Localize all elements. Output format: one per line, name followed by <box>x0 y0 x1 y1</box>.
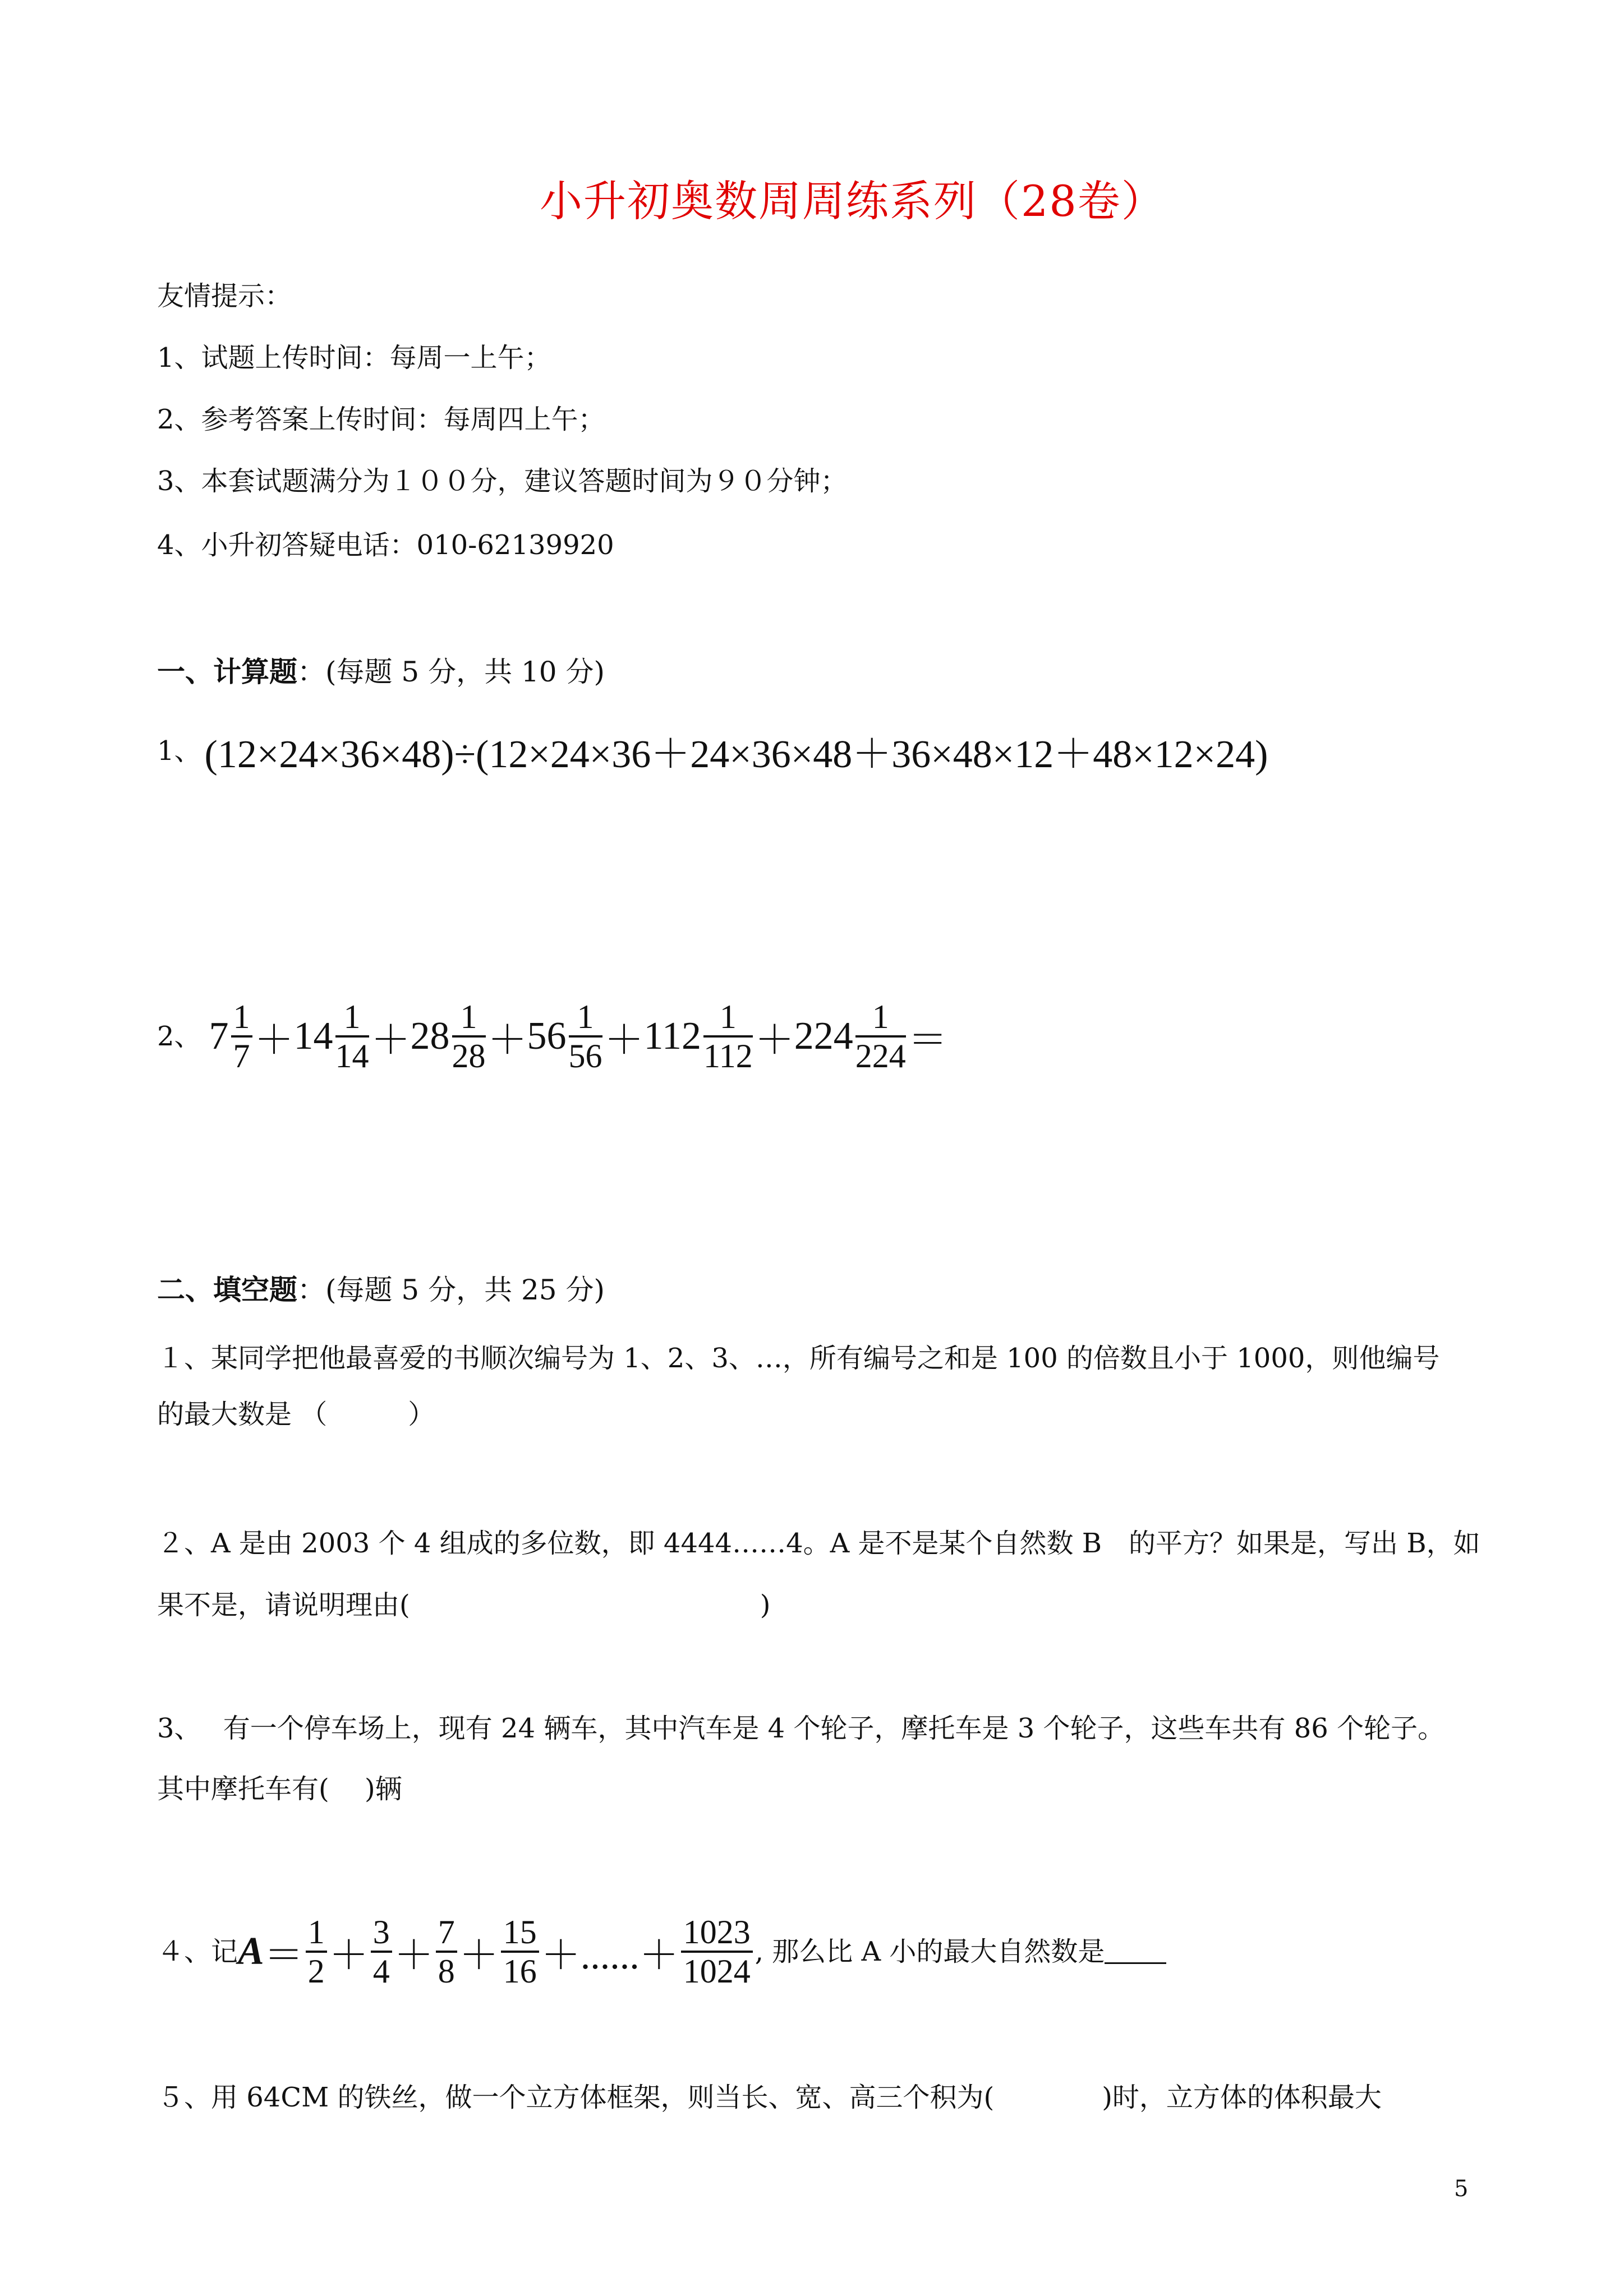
fraction <box>306 1914 327 1990</box>
fraction <box>501 1914 539 1990</box>
section1-title: 一、计算题 <box>157 655 297 688</box>
numerator: 1023 <box>681 1914 753 1953</box>
equals-sign: ＝ <box>908 1018 947 1062</box>
denominator: 16 <box>503 1953 537 1990</box>
numerator: 1 <box>231 998 252 1038</box>
plus-sign: ＋ <box>329 1934 369 1977</box>
question-1-2 <box>157 980 947 1092</box>
plus-sign: ＋ <box>604 1018 644 1062</box>
question-2-1-line1: １、某同学把他最喜爱的书顺次编号为 1、2、3、…，所有编号之和是 100 的倍数且小于 1000，则他编号 <box>157 1343 1440 1374</box>
plus-sign: ＋ <box>254 1018 294 1062</box>
fraction <box>371 1914 392 1990</box>
tip-item: 4、小升初答疑电话：010-62139920 <box>157 529 614 561</box>
question-number: 2、 <box>157 1021 201 1052</box>
whole-part: 56 <box>527 1015 567 1058</box>
ellipsis-sum: ＋......＋ <box>541 1934 679 1977</box>
fraction <box>231 998 252 1075</box>
whole-part: 7 <box>209 1015 229 1058</box>
denominator: 2 <box>307 1953 325 1990</box>
section2-heading <box>157 1273 605 1307</box>
question-2-5-line1: ５、用 64CM 的铁丝，做一个立方体框架，则当长、宽、高三个积为( )时，立方体的体积最大 <box>157 2082 1382 2113</box>
denominator: 8 <box>438 1953 455 1990</box>
numerator: 1 <box>335 998 369 1038</box>
question-2-1-line2: 的最大数是 （ ） <box>157 1399 435 1430</box>
question-2-4 <box>157 1901 1166 2002</box>
denominator: 7 <box>233 1038 250 1075</box>
question-2-2-line2: 果不是，请说明理由( ) <box>157 1589 771 1621</box>
mixed-number <box>294 998 371 1075</box>
tips-heading: 友情提示： <box>157 280 292 312</box>
plus-sign: ＋ <box>371 1018 411 1062</box>
section2-note: ：(每题 5 分，共 25 分) <box>297 1274 605 1306</box>
denominator: 14 <box>335 1038 369 1075</box>
denominator: 1024 <box>683 1953 751 1990</box>
numerator: 7 <box>436 1914 457 1953</box>
math-expression: (12×24×36×48)÷(12×24×36＋24×36×48＋36×48×12＋48×12×24) <box>204 733 1268 776</box>
fraction <box>335 998 369 1075</box>
fraction <box>569 998 602 1075</box>
mixed-number <box>794 998 908 1075</box>
fraction <box>855 998 906 1075</box>
fraction <box>681 1914 753 1990</box>
plus-sign: ＋ <box>755 1018 794 1062</box>
variable-a: A <box>238 1930 264 1973</box>
question-number: 1、 <box>157 735 201 767</box>
numerator: 1 <box>569 998 602 1038</box>
mixed-number <box>644 998 755 1075</box>
denominator: 224 <box>855 1038 906 1075</box>
whole-part: 28 <box>410 1015 450 1058</box>
whole-part: 224 <box>794 1015 853 1058</box>
fraction <box>452 998 486 1075</box>
numerator: 15 <box>501 1914 539 1953</box>
equals-sign: ＝ <box>264 1934 303 1977</box>
tip-item: 3、本套试题满分为１００分，建议答题时间为９０分钟； <box>157 465 848 497</box>
numerator: 1 <box>703 998 753 1038</box>
question-2-3-line2: 其中摩托车有( )辆 <box>157 1773 402 1805</box>
page-number: 5 <box>1454 2176 1469 2202</box>
plus-sign: ＋ <box>487 1018 527 1062</box>
denominator: 112 <box>703 1038 753 1075</box>
section2-title: 二、填空题 <box>157 1273 297 1306</box>
fraction <box>703 998 753 1075</box>
question-suffix: , 那么比 A 小的最大自然数是 <box>755 1936 1105 1967</box>
tip-item: 1、试题上传时间：每周一上午； <box>157 342 551 374</box>
numerator: 3 <box>371 1914 392 1953</box>
denominator: 28 <box>452 1038 486 1075</box>
mixed-number <box>209 998 255 1075</box>
numerator: 1 <box>306 1914 327 1953</box>
question-prefix: ４、记 <box>157 1936 238 1967</box>
question-2-3-line1: 3、 有一个停车场上，现有 24 辆车，其中汽车是 4 个轮子，摩托车是 3 个轮子，这些车共有 86 个轮子。 <box>157 1713 1445 1744</box>
section1-heading <box>157 655 605 689</box>
numerator: 1 <box>452 998 486 1038</box>
answer-blank <box>1105 1940 1166 1964</box>
numerator: 1 <box>855 998 906 1038</box>
whole-part: 112 <box>643 1015 701 1058</box>
question-1-1 <box>157 722 1268 779</box>
mixed-number <box>527 998 605 1075</box>
fraction <box>436 1914 457 1990</box>
section1-note: ：(每题 5 分，共 10 分) <box>297 656 605 688</box>
denominator: 4 <box>372 1953 390 1990</box>
plus-sign: ＋ <box>459 1934 499 1977</box>
whole-part: 14 <box>293 1015 333 1058</box>
question-2-2-line1: ２、A 是由 2003 个 4 组成的多位数，即 4444……4。A 是不是某个自然数 B 的平方？如果是，写出 B，如 <box>157 1528 1480 1559</box>
tip-item: 2、参考答案上传时间：每周四上午； <box>157 404 605 435</box>
page-title: 小升初奥数周周练系列（28卷） <box>540 176 1165 226</box>
mixed-number <box>411 998 488 1075</box>
denominator: 56 <box>568 1038 602 1075</box>
plus-sign: ＋ <box>394 1934 434 1977</box>
